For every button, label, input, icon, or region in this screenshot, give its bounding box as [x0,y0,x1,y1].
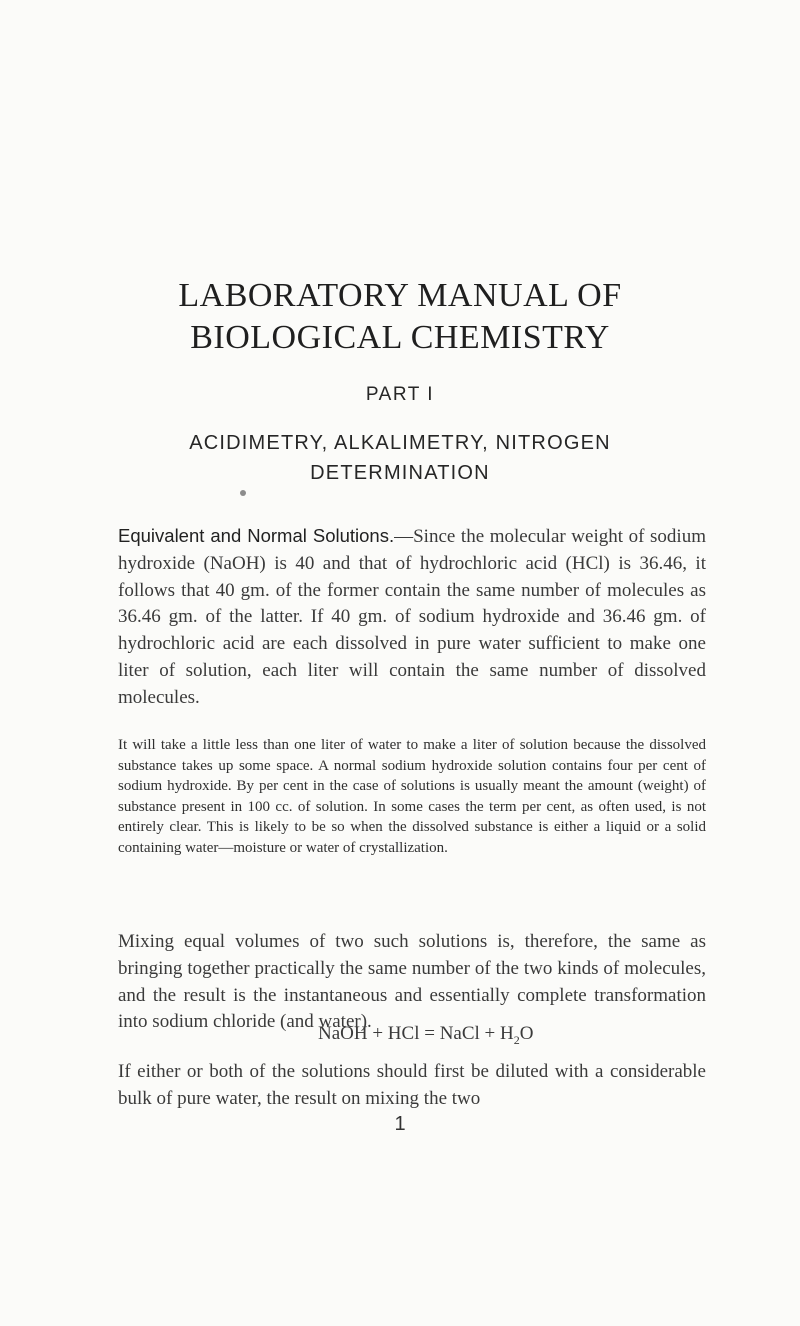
book-title-line-2: BIOLOGICAL CHEMISTRY [190,319,610,356]
equation-subscript: 2 [513,1032,520,1047]
paragraph-lead-heading: Equivalent and Normal Solutions. [118,525,395,546]
page-number: 1 [394,1113,406,1135]
section-heading-line-2: DETERMINATION [310,462,490,484]
section-heading-line-1: ACIDIMETRY, ALKALIMETRY, NITROGEN [189,432,611,454]
print-speck [240,490,246,496]
equation-right: O [519,1023,534,1044]
paragraph-note-small-print: It will take a little less than one liter of water to make a liter of solution because the dissolved substance takes up some space. A normal sodium hydroxide solution contains four per cent of sodium hydroxide. By per cent in the case of solutions is usually meant the amount (weight) of substance present in 100 cc. of solution. In some cases the term per cent, as often used, is not entirely clear. This is likely to be so when the dissolved substance is either a liquid or a solid containing water—moisture or water of crystallization. [118,737,706,856]
paragraph-body: —Since the molecular weight of sodium hydroxide (NaOH) is 40 and that of hydrochloric acid (HCl) is 36.46, it follows that 40 gm. of the former contain the same number of molecules as 36.46 gm. of the latter. If 40 gm. of sodium hydroxide and 36.46 gm. of hydrochloric acid are each dissolved in pure water sufficient to make one liter of solution, each liter will contain the same number of dissolved molecules. [118,526,706,708]
paragraph-dilution: If either or both of the solutions should first be diluted with a considerable bulk of pure water, the result on mixing the two [118,1061,706,1109]
book-title-line-1: LABORATORY MANUAL OF [178,277,622,314]
part-heading: PART I [365,384,435,405]
paragraph-equivalent-solutions [118,523,706,712]
equation-left: NaOH + HCl = NaCl + H [318,1023,514,1044]
chemical-equation [318,1023,533,1048]
paragraph-mixing: Mixing equal volumes of two such solutions is, therefore, the same as bringing together practically the same number of the two kinds of molecules, and the result is the instantaneous and essentially complete transformation into sodium chloride (and water). [118,931,706,1033]
